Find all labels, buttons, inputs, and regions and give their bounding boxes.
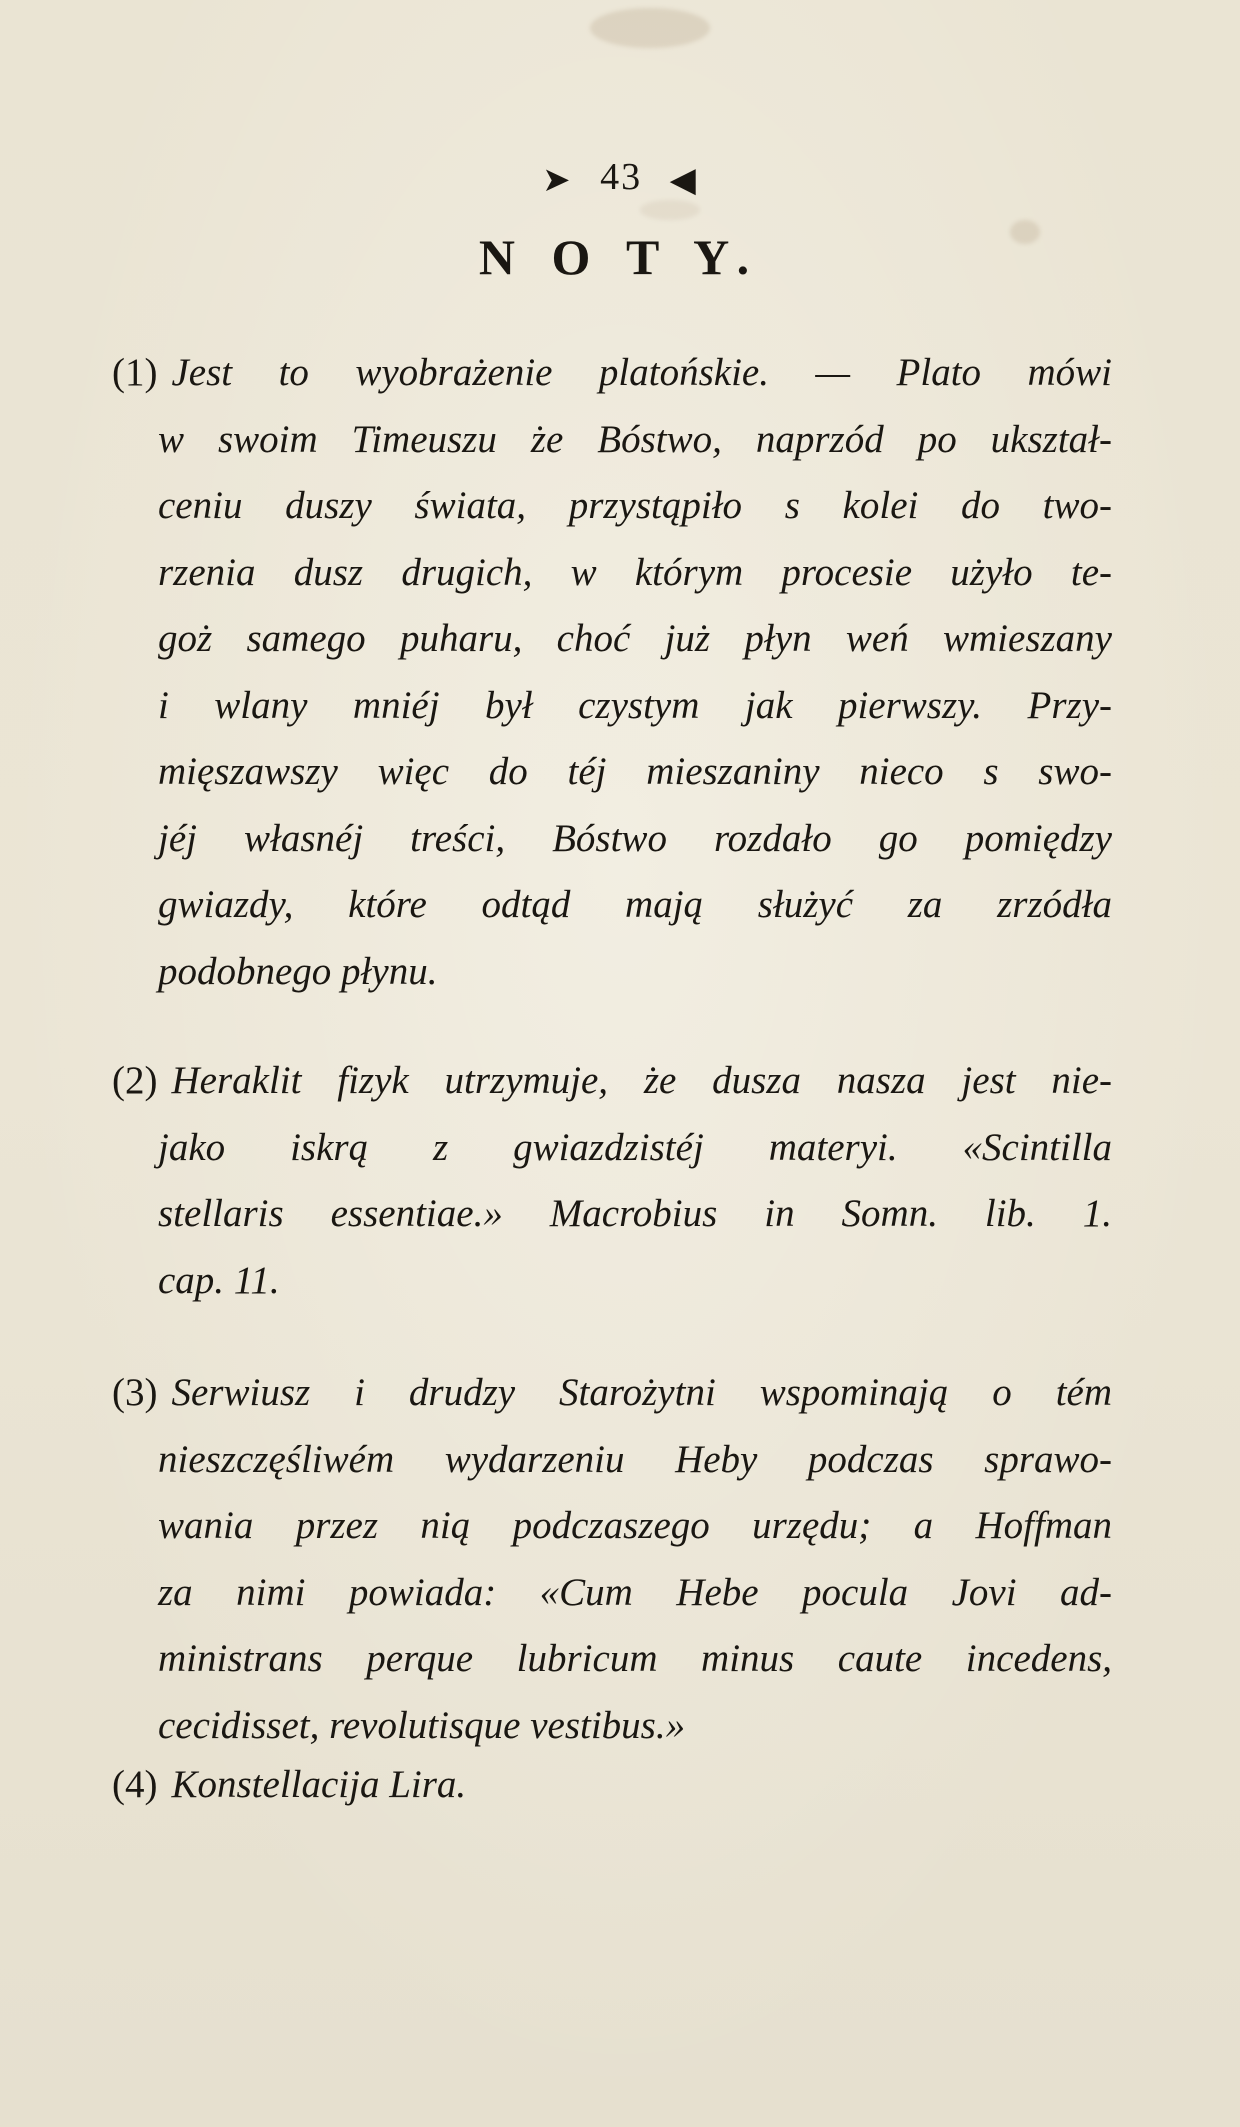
page-header <box>0 155 1240 200</box>
note-line: cecidisset, revolutisque vestibus.» <box>158 1703 686 1747</box>
note-line: w swoim Timeuszu że Bóstwo, naprzód po ukształ- <box>158 417 1112 461</box>
note-line: cap. 11. <box>158 1258 280 1302</box>
note-number: (1) <box>112 351 158 394</box>
note-4 <box>112 1752 1112 1819</box>
page-title: N O T Y. <box>478 229 762 285</box>
page-number: 43 <box>600 156 643 198</box>
note-line: za nimi powiada: «Cum Hebe pocula Jovi ad- <box>158 1570 1112 1614</box>
note-line: mięszawszy więc do téj mieszaniny nieco s swo- <box>158 750 1112 793</box>
note-number: (3) <box>112 1371 158 1414</box>
ornament-right-icon: ◀ <box>669 162 698 200</box>
note-line: ministrans perque lubricum minus caute incedens, <box>158 1637 1112 1680</box>
note-1 <box>112 340 1112 1005</box>
note-line: ceniu duszy świata, przystąpiło s kolei do two- <box>158 484 1112 527</box>
note-line: nieszczęśliwém wydarzeniu Heby podczas sprawo- <box>158 1437 1112 1481</box>
paper-stain <box>590 8 710 48</box>
note-line: podobnego płynu. <box>158 949 438 993</box>
note-line: jéj własnéj treści, Bóstwo rozdało go pomiędzy <box>158 816 1112 860</box>
note-line: wania przez nią podczaszego urzędu; a Hoffman <box>158 1504 1112 1547</box>
note-line: i wlany mniéj był czystym jak pierwszy. Przy- <box>158 683 1112 727</box>
note-line: jako iskrą z gwiazdzistéj materyi. «Scintilla <box>158 1125 1112 1169</box>
note-line: Heraklit fizyk utrzymuje, że dusza nasza jest nie- <box>171 1059 1112 1102</box>
note-line: Serwiusz i drudzy Starożytni wspominają o tém <box>171 1371 1112 1414</box>
note-line: Konstellacija Lira. <box>171 1763 467 1806</box>
note-line: stellaris essentiae.» Macrobius in Somn. lib. 1. <box>158 1192 1112 1235</box>
note-number: (2) <box>112 1059 158 1102</box>
ornament-left-icon: ➤ <box>542 162 573 200</box>
note-line: Jest to wyobrażenie platońskie. — Plato mówi <box>171 351 1112 394</box>
note-line: rzenia dusz drugich, w którym procesie użyło te- <box>158 550 1112 594</box>
note-line: goż samego puharu, choć już płyn weń wmieszany <box>158 617 1112 660</box>
note-2 <box>112 1048 1112 1314</box>
note-number: (4) <box>112 1763 158 1806</box>
paper-stain <box>640 200 700 220</box>
note-3 <box>112 1360 1112 1759</box>
note-line: gwiazdy, które odtąd mają służyć za zrzódła <box>158 883 1112 926</box>
